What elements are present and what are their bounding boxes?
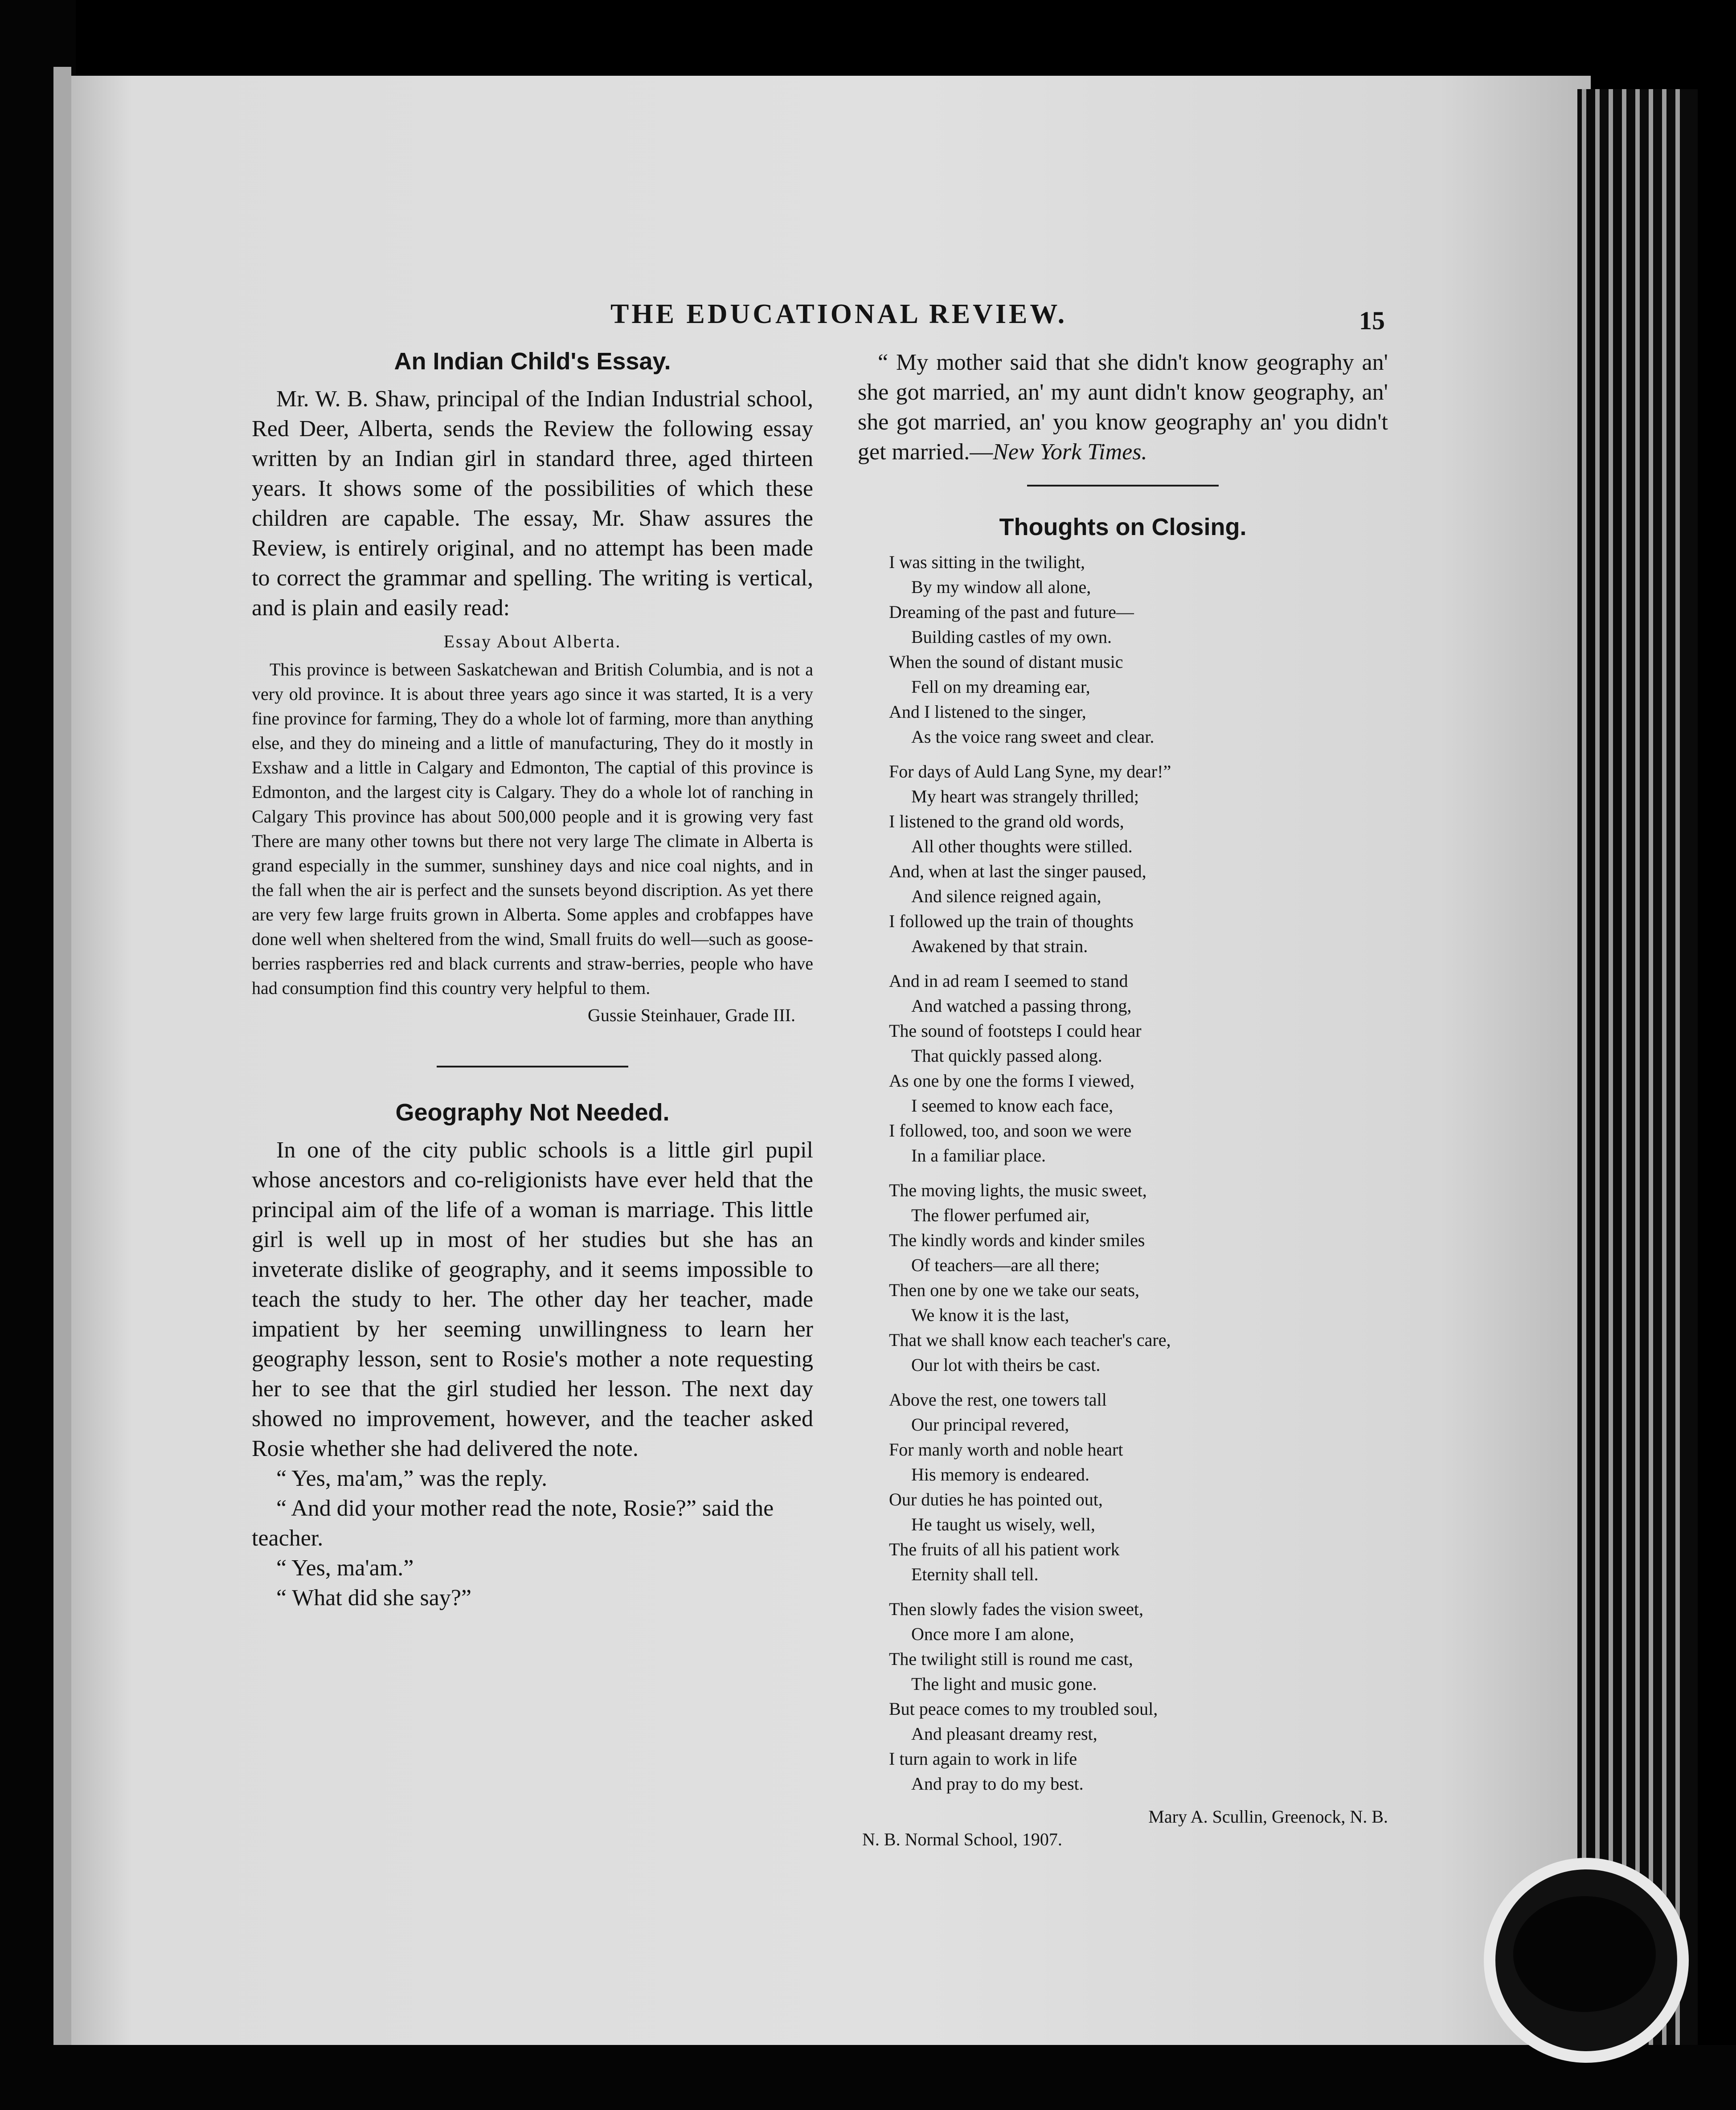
page-number: 15 — [1359, 306, 1385, 335]
dialogue-line: “ What did she say?” — [276, 1585, 471, 1611]
poem-line: Building castles of my own. — [911, 627, 1112, 647]
poem-line: And in ad ream I seemed to stand — [889, 971, 1128, 991]
poem-line: That quickly passed along. — [911, 1046, 1102, 1066]
poem-stanza — [889, 1178, 1388, 1378]
poem-line: Above the rest, one towers tall — [889, 1390, 1107, 1410]
poem-author: Mary A. Scullin, Greenock, N. B. — [1148, 1807, 1388, 1827]
section-divider — [1027, 485, 1219, 487]
section-divider — [437, 1066, 628, 1067]
essay-text: This province is between Saskatchewan and British Columbia, and is not a very old province. It is about three years ago since it was started, It is a very fine province for farming, They do a whole lot of farming, more than anything else, and they do mineing and a little of manufacturing, They do it mostly in Exshaw and a little in Calgary and Edmonton, The captial of this province is Edmonton, and the largest city is Calgary. They do a whole lot of ranching in Calgary This province has about 500,000 people and it is growing very fast There are many other towns but there not very large The climate in Alberta is grand especially in the summer, sunshiney days and nice coal nights, and in the fall when the air is perfect and the sunsets beyond discription. As yet there are very few large fruits grown in Alberta. Some apples and crobfappes have done well when sheltered from the wind, Small fruits do well—such as goose-berries raspberries red and black currents and straw-berries, people who have had consumption find this country very helpful to them. — [252, 659, 813, 998]
poem-stanza — [889, 550, 1388, 749]
poem-line: The kindly words and kinder smiles — [889, 1230, 1145, 1250]
poem-line: All other thoughts were stilled. — [911, 836, 1133, 856]
article-title-indian-essay: An Indian Child's Essay. — [394, 348, 671, 375]
dialogue-line: “ And did your mother read the note, Rosie?” said the teacher. — [252, 1496, 774, 1551]
geography-continuation — [858, 348, 1388, 467]
poem-line: I was sitting in the twilight, — [889, 552, 1085, 572]
facing-page-edge — [53, 67, 71, 2049]
poem-line: As one by one the forms I viewed, — [889, 1071, 1134, 1091]
poem-title: Thoughts on Closing. — [999, 514, 1247, 540]
poem-body — [858, 550, 1388, 1796]
poem-line: That we shall know each teacher's care, — [889, 1330, 1171, 1350]
poem-line: And pray to do my best. — [911, 1774, 1084, 1794]
poem-line: And silence reigned again, — [911, 886, 1101, 906]
poem-line: And watched a passing throng, — [911, 996, 1132, 1016]
page-stack-edge — [1577, 89, 1698, 2049]
article-title-geography: Geography Not Needed. — [395, 1099, 670, 1126]
poem-line: For manly worth and noble heart — [889, 1439, 1123, 1460]
binder-clip — [1484, 1858, 1689, 2063]
poem-line: Our principal revered, — [911, 1415, 1069, 1435]
poem-line: The light and music gone. — [911, 1674, 1097, 1694]
quote-source: New York Times. — [993, 439, 1147, 465]
poem-line: Once more I am alone, — [911, 1624, 1074, 1644]
poem-line: I followed, too, and soon we were — [889, 1120, 1132, 1141]
poem-line: Then slowly fades the vision sweet, — [889, 1599, 1143, 1619]
right-column — [858, 348, 1388, 1850]
poem-line: Dreaming of the past and future— — [889, 602, 1134, 622]
dialogue-line: “ Yes, ma'am.” — [276, 1555, 414, 1581]
poem-line: Our duties he has pointed out, — [889, 1489, 1103, 1509]
running-title: THE EDUCATIONAL REVIEW. — [610, 299, 1068, 329]
poem-line: When the sound of distant music — [889, 652, 1123, 672]
poem-line: And I listened to the singer, — [889, 702, 1086, 722]
poem-line: For days of Auld Lang Syne, my dear!” — [889, 761, 1171, 781]
poem-line: Awakened by that strain. — [911, 936, 1088, 956]
poem-line: And pleasant dreamy rest, — [911, 1724, 1097, 1744]
poem-line: The moving lights, the music sweet, — [889, 1180, 1147, 1200]
geography-paragraph: In one of the city public schools is a little girl pupil whose ancestors and co-religionists have ever held that the principal aim of the life of a woman is marriage. This little girl is well up in most of her studies but she has an inveterate dislike of geography, and it seems impossible to teach the study to her. The other day her teacher, made impatient by her seeming unwillingness to learn her geography lesson, sent to Rosie's mother a note requesting her to see that the girl studied her lesson. The next day showed no improvement, however, and the teacher asked Rosie whether she had delivered the note. — [252, 1137, 813, 1461]
poem-line: And, when at last the singer paused, — [889, 861, 1146, 881]
continuation-text: “ My mother said that she didn't know geography an' she got married, an' my aunt didn't know geography, an' she got married, an' you know geography an' you didn't get married.— — [858, 350, 1388, 465]
poem-line: The sound of footsteps I could hear — [889, 1021, 1142, 1041]
poem-line: Then one by one we take our seats, — [889, 1280, 1140, 1300]
essay-signature: Gussie Steinhauer, Grade III. — [587, 1005, 795, 1025]
poem-line: My heart was strangely thrilled; — [911, 786, 1139, 806]
poem-line: We know it is the last, — [911, 1305, 1069, 1325]
dialogue-line: “ Yes, ma'am,” was the reply. — [276, 1466, 548, 1491]
essay-heading: Essay About Alberta. — [443, 631, 622, 651]
poem-line: Eternity shall tell. — [911, 1564, 1039, 1584]
poem-stanza — [889, 1387, 1388, 1587]
poem-line: As the voice rang sweet and clear. — [911, 727, 1155, 747]
left-column — [252, 348, 813, 1613]
poem-line: The fruits of all his patient work — [889, 1539, 1120, 1559]
poem-line: The twilight still is round me cast, — [889, 1649, 1133, 1669]
poem-line: In a familiar place. — [911, 1145, 1046, 1165]
poem-stanza — [889, 1597, 1388, 1796]
poem-line: I followed up the train of thoughts — [889, 911, 1134, 931]
scan-bottom-border — [0, 2045, 1736, 2110]
poem-line: I seemed to know each face, — [911, 1096, 1114, 1116]
poem-line: But peace comes to my troubled soul, — [889, 1699, 1158, 1719]
poem-line: His memory is endeared. — [911, 1464, 1089, 1484]
poem-stanza — [889, 759, 1388, 959]
article-intro: Mr. W. B. Shaw, principal of the Indian Industrial school, Red Deer, Alberta, sends the Review the following essay written by an Indian girl in standard three, aged thirteen years. It shows some of the possibilities of which these children are capable. The essay, Mr. Shaw assures the Review, is entirely original, and no attempt has been made to correct the grammar and spelling. The writing is vertical, and is plain and easily read: — [252, 386, 813, 621]
poem-school: N. B. Normal School, 1907. — [862, 1829, 1062, 1849]
poem-line: I turn again to work in life — [889, 1749, 1077, 1769]
poem-line: Our lot with theirs be cast. — [911, 1355, 1101, 1375]
poem-line: Of teachers—are all there; — [911, 1255, 1100, 1275]
poem-line: He taught us wisely, well, — [911, 1514, 1095, 1534]
poem-line: By my window all alone, — [911, 577, 1091, 597]
poem-line: Fell on my dreaming ear, — [911, 677, 1090, 697]
poem-line: The flower perfumed air, — [911, 1205, 1090, 1225]
poem-stanza — [889, 969, 1388, 1168]
poem-line: I listened to the grand old words, — [889, 811, 1124, 831]
